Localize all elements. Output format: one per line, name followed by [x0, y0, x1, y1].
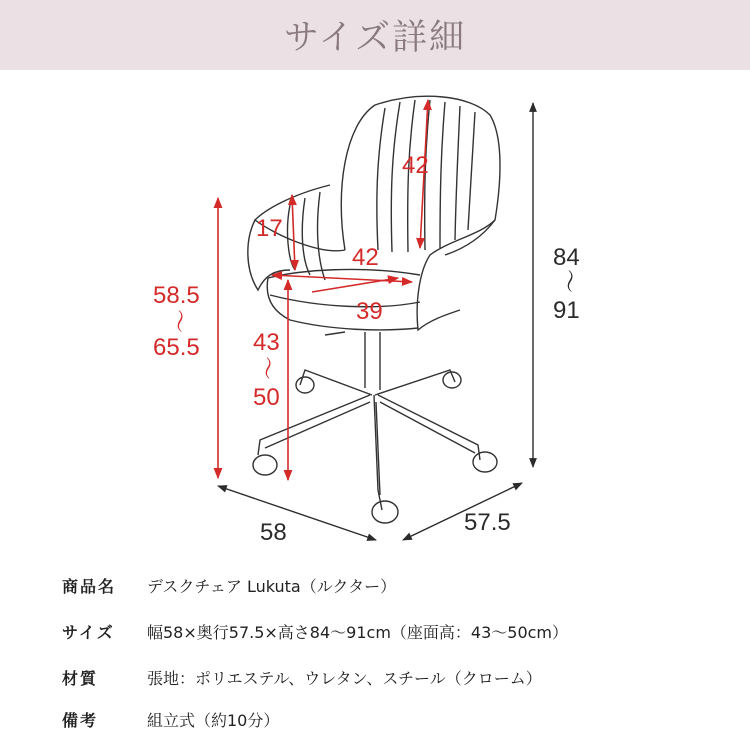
spec-label: サイズ [62, 623, 115, 642]
spec-value: デスクチェア Lukuta（ルクター） [147, 577, 397, 596]
dim-total-height-min: 84 [553, 244, 580, 271]
spec-value: 幅58×奥行57.5×高さ84～91cm（座面高：43～50cm） [147, 623, 569, 642]
spec-label: 商品名 [62, 577, 117, 596]
dim-seat-height-tilde: ～ [253, 356, 280, 380]
dim-seat-width: 42 [352, 244, 379, 271]
dim-seat-height-max: 50 [253, 384, 280, 411]
page-title: サイズ詳細 [283, 18, 467, 58]
dim-total-height-max: 91 [553, 297, 580, 324]
dim-depth: 57.5 [464, 509, 511, 536]
dim-armrest-height: 17 [256, 215, 283, 242]
dim-back-height: 42 [402, 152, 429, 179]
spec-label: 材質 [62, 669, 99, 688]
dim-arm-height-tilde: ～ [165, 309, 192, 333]
dim-seat-depth: 39 [356, 298, 383, 325]
header-banner [0, 0, 750, 70]
chair-dimension-diagram [0, 70, 750, 570]
spec-value: 組立式（約10分） [147, 711, 280, 730]
spec-value: 張地：ポリエステル、ウレタン、スチール（クローム） [147, 669, 542, 688]
dim-width: 58 [260, 519, 287, 546]
spec-label: 備考 [62, 711, 99, 730]
dim-arm-height-max: 65.5 [153, 334, 200, 361]
dim-arm-height-min: 58.5 [153, 282, 200, 309]
dim-total-height-tilde: ～ [555, 269, 582, 293]
dim-seat-height-min: 43 [253, 329, 280, 356]
